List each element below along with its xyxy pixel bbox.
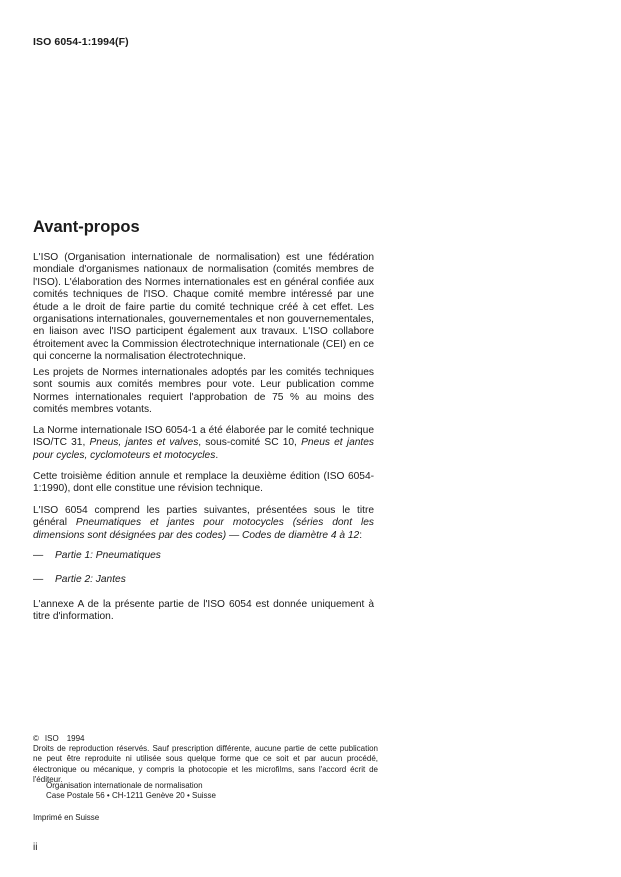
paragraph-edition: Cette troisième édition annule et remplace la deuxième édition (ISO 6054-1:1990), dont elle constitue une révision technique. <box>33 471 374 495</box>
text-segment: La Norme internationale ISO 6054-1 a été élaborée par le comité technique ISO/TC 31, <box>33 425 374 449</box>
general-title: Pneumatiques et jantes pour motocycles (séries dont les dimensions sont désignées par des codes) — Codes de diamètre 4 à 12 <box>33 517 374 541</box>
reproduction-rights: Droits de reproduction réservés. Sauf prescription différente, aucune partie de cette publication ne peut être reproduite ni utilisée sous quelque forme que ce soit et par aucun procédé, électronique ou mécanique, y compris la photocopie et les microfilms, sans l'accord écrit de l'éditeur. <box>33 744 378 784</box>
list-item-label: Partie 2: Jantes <box>55 574 126 585</box>
paragraph-draft-standards: Les projets de Normes internationales adoptés par les comités techniques sont soumis aux comités membres pour vote. Leur publication comme Normes internationales requiert l'approbation de 75 % au moins des comités membres votants. <box>33 367 374 416</box>
paragraph-annex: L'annexe A de la présente partie de l'ISO 6054 est donnée uniquement à titre d'information. <box>33 599 374 623</box>
publisher-address <box>46 781 216 801</box>
committee-title: Pneus, jantes et valves <box>89 437 199 449</box>
section-title: Avant-propos <box>33 218 140 236</box>
text-segment: . <box>215 449 219 461</box>
list-item-part-1 <box>33 550 161 562</box>
list-dash: — <box>33 574 44 585</box>
list-dash: — <box>33 550 44 561</box>
paragraph-iso-intro: L'ISO (Organisation internationale de normalisation) est une fédération mondiale d'organismes nationaux de normalisation (comités membres de l'ISO). L'élaboration des Normes internationales est en général confiée aux comités techniques de l'ISO. Chaque comité membre intéressé par une étude a le droit de faire partie du comité technique créé à cet effet. Les organisations internationales, gouvernementales et non gouvernementales, en liaison avec l'ISO participent également aux travaux. L'ISO collabore étroitement avec la Commission électrotechnique internationale (CEI) en ce qui concerne la normalisation électrotechnique. <box>33 252 374 363</box>
postal-address: Case Postale 56 • CH-1211 Genève 20 • Suisse <box>46 791 216 801</box>
paragraph-parts <box>33 505 374 542</box>
text-segment: , sous-comité SC 10, <box>198 437 302 449</box>
list-item-part-2 <box>33 574 126 586</box>
copyright-block <box>33 734 378 785</box>
copyright-org: ISO <box>44 734 59 743</box>
list-item-label: Partie 1: Pneumatiques <box>55 550 161 561</box>
subcommittee-title: Pneus et jantes pour cycles, cyclomoteurs et motocycles <box>33 437 374 461</box>
copyright-year: 1994 <box>66 734 85 743</box>
text-segment: : <box>359 529 363 541</box>
printed-in: Imprimé en Suisse <box>33 813 100 822</box>
text-segment: L'ISO 6054 comprend les parties suivantes, présentées sous le titre général <box>33 505 374 529</box>
copyright-line <box>33 734 378 744</box>
document-reference: ISO 6054-1:1994(F) <box>33 36 129 48</box>
copyright-symbol: © <box>33 734 39 743</box>
page-number: ii <box>33 842 38 853</box>
publisher-name: Organisation internationale de normalisation <box>46 781 203 790</box>
paragraph-technical-committee <box>33 425 374 462</box>
